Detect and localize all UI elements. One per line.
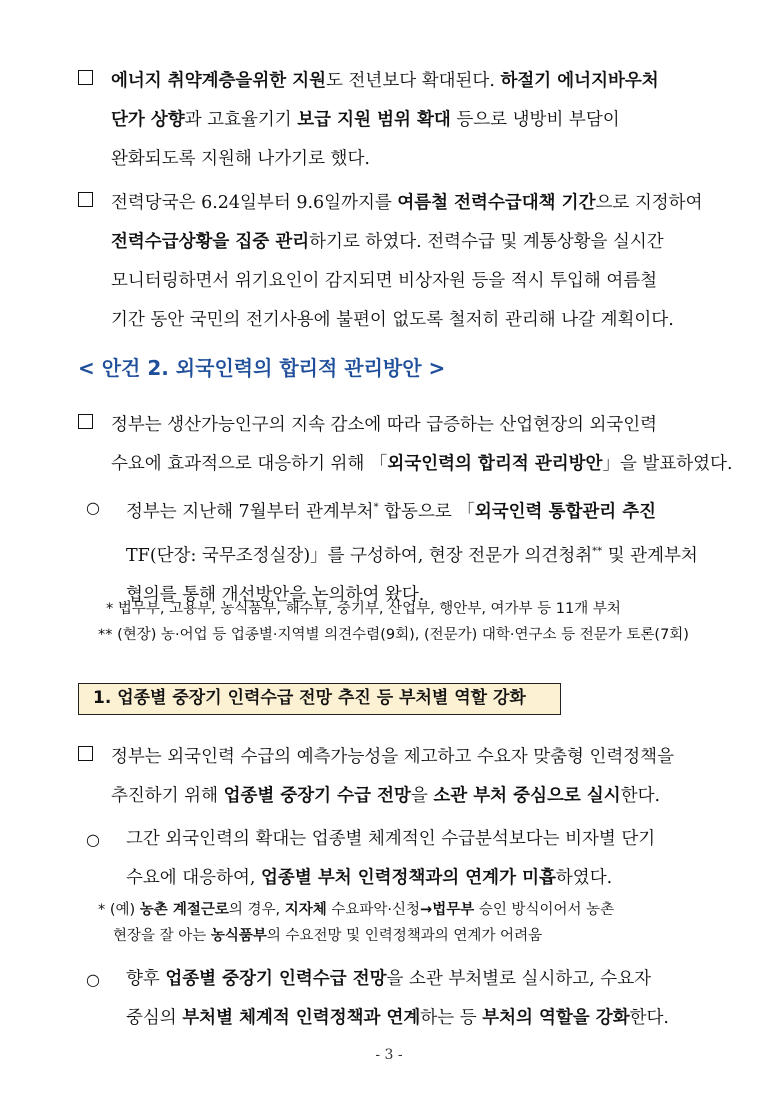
bold-text: 업종별 중장기 수급 전망 [223, 786, 411, 806]
text: 하였다. [555, 868, 613, 888]
page-number: - 3 - [375, 1047, 403, 1063]
bold-text: 업종별 중장기 인력수급 전망 [165, 969, 387, 989]
text: TF(단장: 국무조정실장)」를 구성하여, 현장 전문가 의견청취 [126, 545, 593, 566]
text: 완화되도록 지원해 나가기로 했다. [111, 149, 370, 169]
text: 한다. [620, 786, 661, 806]
text: * (예) [98, 902, 140, 918]
bold-text: 전력수급상황을 집중 관리 [111, 232, 310, 252]
checkbox-bullet-icon [78, 746, 93, 761]
paragraph-line [78, 859, 718, 898]
bold-text: 외국인력의 합리적 관리방안 [387, 454, 603, 474]
text: 수요에 대응하여, [126, 868, 262, 888]
footnote-example [98, 897, 718, 949]
bold-text: 부처별 체계적 인력정책과 연계 [182, 1008, 421, 1028]
text: 하는 등 [420, 1008, 483, 1028]
agenda-heading: < 안건 2. 외국인력의 합리적 관리방안 > [78, 356, 446, 380]
bold-text: 외국인력 통합관리 추진 [474, 501, 657, 522]
text: 현장을 잘 아는 [113, 928, 211, 944]
paragraph-line [78, 140, 718, 179]
paragraph-line [78, 62, 718, 101]
text: 한다. [629, 1008, 669, 1028]
text: 도 전년보다 확대된다. [326, 71, 501, 91]
text: 을 소관 부처별로 실시하고, 수요자 [386, 969, 651, 989]
paragraph-line [78, 184, 718, 223]
text: 의 경우, [228, 902, 285, 918]
paragraph-forecast [78, 738, 718, 816]
paragraph-foreign-workforce [78, 406, 733, 484]
paragraph-line [78, 101, 718, 140]
bold-text: 업종별 부처 인력정책과의 연계가 미흡 [261, 868, 556, 888]
bold-text: 여름철 전력수급대책 기간 [397, 193, 596, 213]
text: 전력당국은 6.24일부터 9.6일까지를 [111, 193, 398, 213]
text: 등으로 냉방비 부담이 [450, 110, 620, 130]
footnote: ** (현장) 농·어업 등 업종별·지역별 의견수렴(9회), (전문가) 대학·연구소 등 전문가 토론(7회) [98, 627, 689, 643]
footnote-mark: * [373, 502, 379, 513]
paragraph-line [78, 999, 718, 1038]
checkbox-bullet-icon [78, 414, 93, 429]
paragraph-line [78, 406, 718, 445]
footnotes [98, 596, 718, 648]
paragraph-future [78, 960, 718, 1038]
bold-text: 농식품부 [210, 928, 267, 944]
paragraph-line [78, 532, 718, 576]
footnote: * 법무부, 고용부, 농식품부, 해수부, 중기부, 산업부, 행안부, 여가부 등 11개 부처 [106, 601, 621, 617]
text: 과 고효율기기 [184, 110, 298, 130]
text: 승인 방식이어서 농촌 [474, 902, 615, 918]
circle-bullet-icon: ○ [86, 970, 100, 989]
text: 정부는 외국인력 수급의 예측가능성을 제고하고 수요자 맞춤형 인력정책을 [111, 747, 674, 767]
bold-text: 하절기 에너지바우처 [500, 71, 659, 91]
text: 정부는 지난해 7월부터 관계부처 [126, 501, 374, 522]
text: 중심의 [126, 1008, 183, 1028]
paragraph-line [78, 301, 718, 340]
circle-bullet-icon: ○ [86, 830, 100, 849]
text: 그간 외국인력의 확대는 업종별 체계적인 수급분석보다는 비자별 단기 [126, 829, 656, 849]
text: 합동으로 「 [378, 501, 475, 522]
text: 향후 [126, 969, 166, 989]
text: 및 관계부처 [602, 545, 698, 566]
footnote-line [98, 923, 718, 949]
text: 수요파악·신청 [326, 902, 421, 918]
paragraph-line [78, 777, 718, 816]
paragraph-line [78, 223, 718, 262]
bold-text: 소관 부처 중심으로 실시 [433, 786, 621, 806]
bold-text: 농촌 계절근로 [139, 902, 229, 918]
paragraph-power-supply [78, 184, 718, 340]
text: 의 수요전망 및 인력정책과의 연계가 어려움 [266, 928, 543, 944]
bold-text: 에너지 취약계층을위한 지원 [111, 71, 327, 91]
bold-text: 지자체 [284, 902, 327, 918]
bold-text: 보급 지원 범위 확대 [297, 110, 451, 130]
text: 기간 동안 국민의 전기사용에 불편이 없도록 철저히 관리해 나갈 계획이다. [111, 310, 674, 330]
text: 수요에 효과적으로 대응하기 위해 「 [111, 454, 388, 474]
paragraph-previous [78, 820, 718, 898]
text: 하기로 하였다. 전력수급 및 계통상황을 실시간 [309, 232, 664, 252]
paragraph-energy-support [78, 62, 718, 179]
footnote-line [98, 897, 718, 923]
paragraph-line [78, 960, 718, 999]
paragraph-line [78, 488, 718, 532]
checkbox-bullet-icon [78, 70, 93, 85]
paragraph-line [78, 445, 733, 484]
text: 추진하기 위해 [111, 786, 224, 806]
text: 을 [410, 786, 434, 806]
footnote-mark: ** [592, 545, 603, 557]
paragraph-line [78, 262, 718, 301]
text: 으로 지정하여 [595, 193, 703, 213]
text: 」을 발표하였다. [602, 454, 733, 474]
paragraph-line [78, 738, 718, 777]
text: 협의를 통해 개선방안을 논의하여 왔다. [126, 584, 425, 605]
text: 정부는 생산가능인구의 지속 감소에 따라 급증하는 산업현장의 외국인력 [111, 415, 658, 435]
bold-text: →법무부 [420, 902, 475, 918]
paragraph-line [78, 820, 718, 859]
text: 모니터링하면서 위기요인이 감지되면 비상자원 등을 적시 투입해 여름철 [111, 271, 658, 291]
circle-bullet-icon: ○ [86, 498, 100, 517]
bold-text: 단가 상향 [111, 110, 185, 130]
section-title: 1. 업종별 중장기 인력수급 전망 추진 등 부처별 역할 강화 [78, 683, 561, 715]
bold-text: 부처의 역할을 강화 [482, 1008, 630, 1028]
checkbox-bullet-icon [78, 192, 93, 207]
